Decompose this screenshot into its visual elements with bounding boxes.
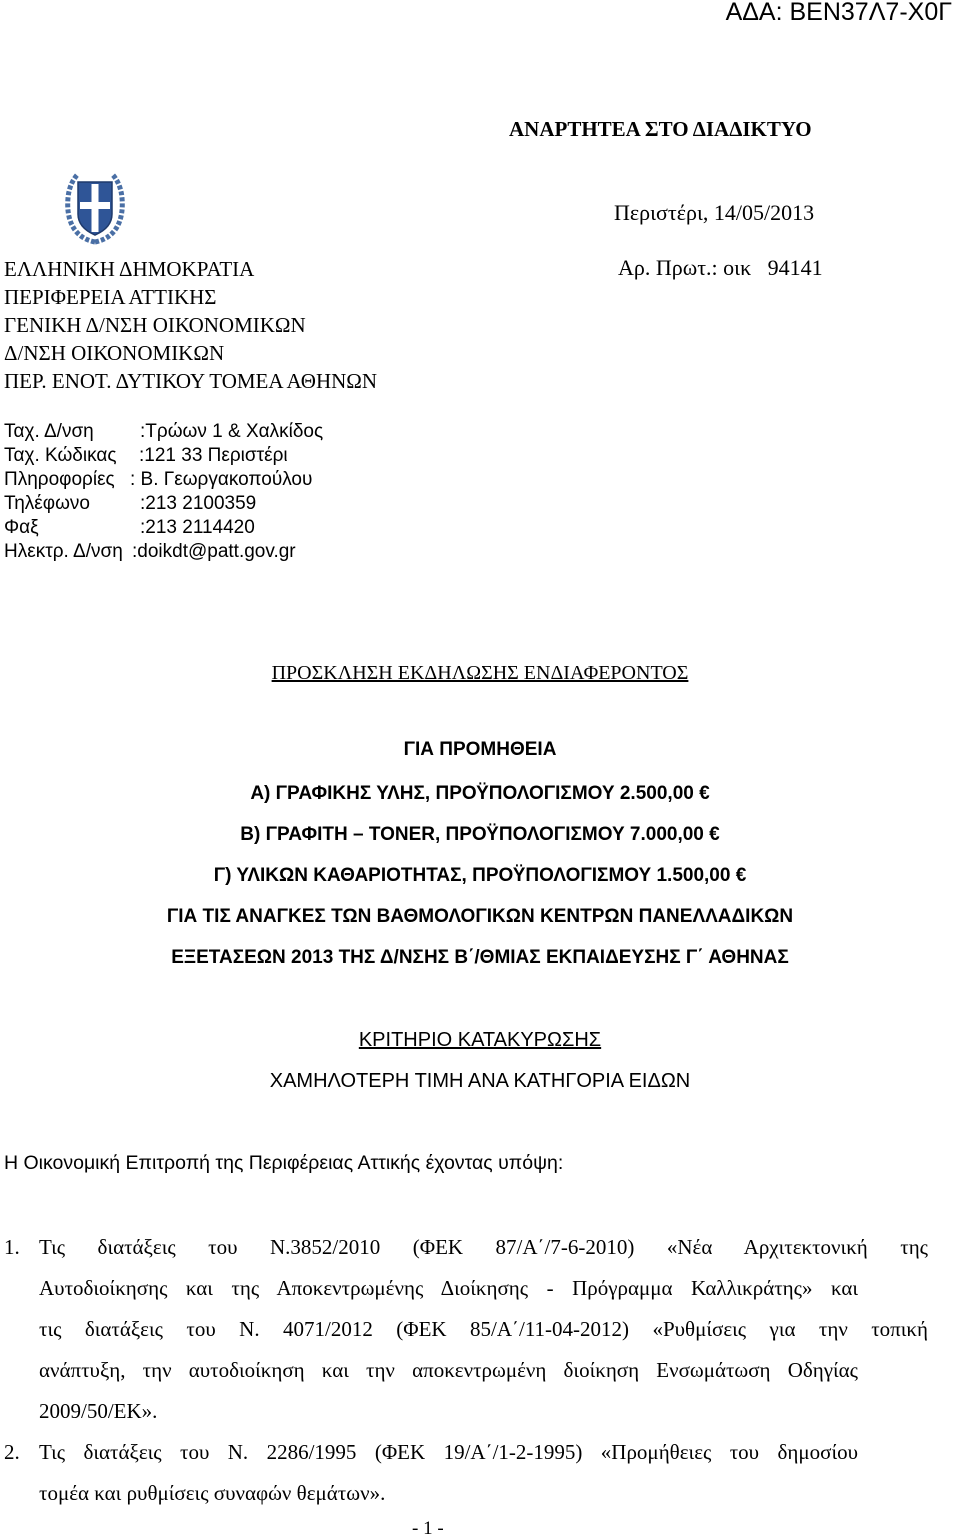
contact-value: : Β. Γεωργακοπούλου	[130, 469, 313, 490]
page-number: - 1 -	[412, 1518, 444, 1539]
subject-line: Β) ΓΡΑΦΙΤΗ – TONER, ΠΡΟΫΠΟΛΟΓΙΣΜΟΥ 7.000,00 €	[240, 824, 720, 845]
contact-label: Πληροφορίες	[4, 469, 115, 490]
header-line: ΕΛΛΗΝΙΚΗ ΔΗΜΟΚΡΑΤΙΑ	[4, 257, 255, 281]
contact-value: :121 33 Περιστέρι	[139, 445, 288, 466]
subject-line: Γ) ΥΛΙΚΩΝ ΚΑΘΑΡΙΟΤΗΤΑΣ, ΠΡΟΫΠΟΛΟΓΙΣΜΟΥ 1.500,00 €	[213, 865, 747, 886]
header-line: Δ/ΝΣΗ ΟΙΚΟΝΟΜΙΚΩΝ	[4, 341, 225, 365]
header-line: ΓΕΝΙΚΗ Δ/ΝΣΗ ΟΙΚΟΝΟΜΙΚΩΝ	[4, 313, 306, 337]
list-item-line: 2009/50/ΕΚ».	[39, 1399, 158, 1423]
subject-line: Α) ΓΡΑΦΙΚΗΣ ΥΛΗΣ, ΠΡΟΫΠΟΛΟΓΙΣΜΟΥ 2.500,00 €	[250, 783, 710, 804]
document-title: ΠΡΟΣΚΛΗΣΗ ΕΚΔΗΛΩΣΗΣ ΕΝΔΙΑΦΕΡΟΝΤΟΣ	[271, 662, 689, 684]
list-item-line: τις διατάξεις του Ν. 4071/2012 (ΦΕΚ 85/Α΄/11-04-2012) «Ρυθμίσεις για την τοπική	[39, 1317, 928, 1341]
contact-value: :Τρώων 1 & Χαλκίδος	[140, 421, 324, 442]
list-number: 2.	[4, 1440, 20, 1464]
list-item-line: ανάπτυξη, την αυτοδιοίκηση και την αποκεντρωμένη διοίκηση Ενσωμάτωση Οδηγίας	[39, 1358, 858, 1382]
contact-value: :doikdt@patt.gov.gr	[132, 541, 296, 562]
contact-label: Ταχ. Δ/νση	[4, 421, 94, 442]
criterion-title: ΚΡΙΤΗΡΙΟ ΚΑΤΑΚΥΡΩΣΗΣ	[358, 1029, 602, 1051]
list-item-line: Τις διατάξεις του Ν. 2286/1995 (ΦΕΚ 19/Α΄/1-2-1995) «Προμήθειες του δημοσίου	[39, 1440, 858, 1464]
subject-line: ΕΞΕΤΑΣΕΩΝ 2013 ΤΗΣ Δ/ΝΣΗΣ Β΄/ΘΜΙΑΣ ΕΚΠΑΙΔΕΥΣΗΣ Γ΄ ΑΘΗΝΑΣ	[171, 947, 789, 968]
subject-line: ΓΙΑ ΠΡΟΜΗΘΕΙΑ	[403, 739, 557, 760]
contact-value: :213 2100359	[140, 493, 257, 514]
intro-text: Η Οικονομική Επιτροπή της Περιφέρειας Αττικής έχοντας υπόψη:	[4, 1152, 564, 1174]
contact-value: :213 2114420	[140, 517, 255, 538]
place-date: Περιστέρι, 14/05/2013	[614, 200, 815, 225]
ada-code: ΑΔΑ: ΒΕΝ37Λ7-Χ0Γ	[725, 0, 952, 26]
publish-note: ΑΝΑΡΤΗΤΕΑ ΣΤΟ ΔΙΑΔΙΚΤΥΟ	[509, 117, 812, 141]
list-item-line: Αυτοδιοίκησης και της Αποκεντρωμένης Διοίκησης - Πρόγραμμα Καλλικράτης» και	[39, 1276, 858, 1300]
contact-label: Φαξ	[4, 517, 39, 538]
protocol-number: Αρ. Πρωτ.: οικ 94141	[618, 255, 823, 280]
header-line: ΠΕΡ. ΕΝΟΤ. ΔΥΤΙΚΟΥ ΤΟΜΕΑ ΑΘΗΝΩΝ	[4, 369, 378, 393]
header-line: ΠΕΡΙΦΕΡΕΙΑ ΑΤΤΙΚΗΣ	[4, 285, 217, 309]
greek-emblem-icon	[64, 168, 126, 246]
list-item-line: τομέα και ρυθμίσεις συναφών θεμάτων».	[39, 1481, 386, 1505]
contact-label: Ταχ. Κώδικας	[4, 445, 117, 466]
criterion-text: ΧΑΜΗΛΟΤΕΡΗ ΤΙΜΗ ΑΝΑ ΚΑΤΗΓΟΡΙΑ ΕΙΔΩΝ	[269, 1070, 691, 1092]
contact-label: Ηλεκτρ. Δ/νση	[4, 541, 123, 562]
list-item-line: Τις διατάξεις του Ν.3852/2010 (ΦΕΚ 87/Α΄/7-6-2010) «Νέα Αρχιτεκτονική της	[39, 1235, 928, 1259]
list-number: 1.	[4, 1235, 20, 1259]
subject-line: ΓΙΑ ΤΙΣ ΑΝΑΓΚΕΣ ΤΩΝ ΒΑΘΜΟΛΟΓΙΚΩΝ ΚΕΝΤΡΩΝ ΠΑΝΕΛΛΑΔΙΚΩΝ	[166, 906, 794, 927]
contact-label: Τηλέφωνο	[4, 493, 90, 514]
